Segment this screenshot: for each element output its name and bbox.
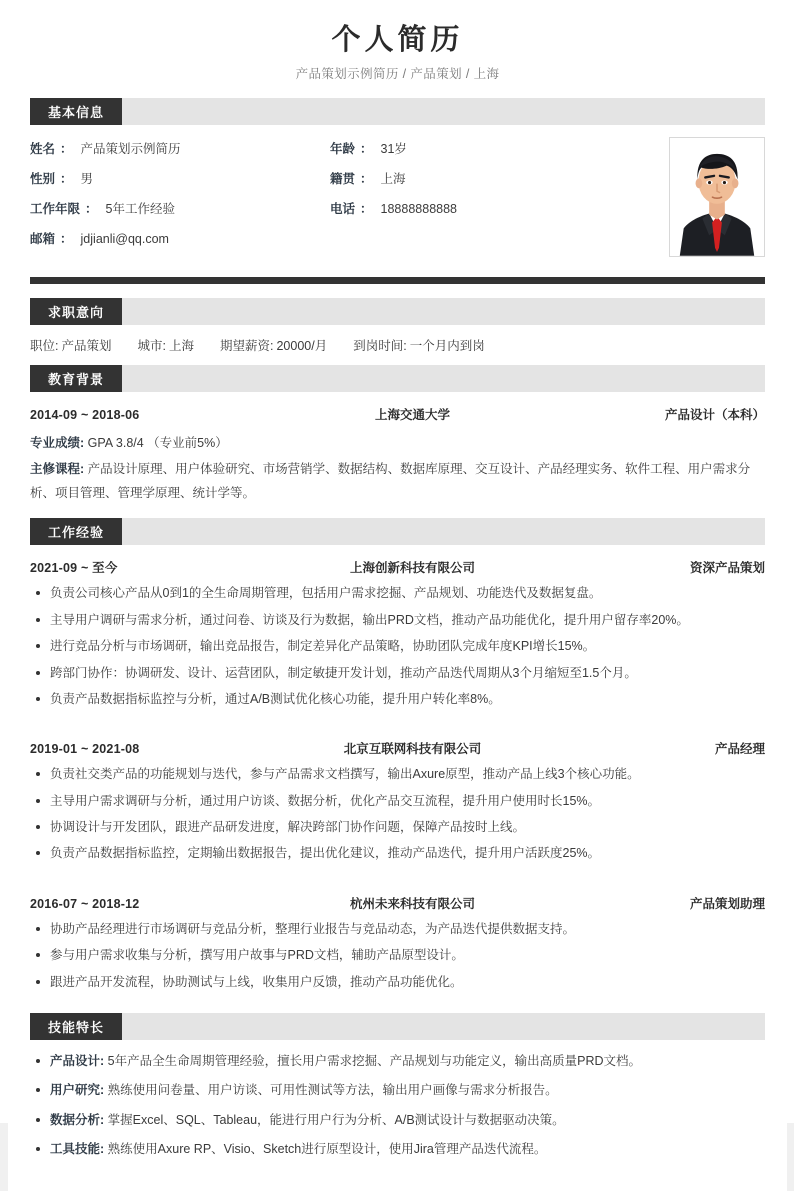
work-entry-head bbox=[30, 545, 765, 584]
info-label: 籍贯 bbox=[330, 172, 356, 187]
list-item bbox=[30, 1052, 765, 1071]
intention-availability bbox=[353, 336, 485, 354]
intention-value: 一个月内到岗 bbox=[409, 339, 485, 354]
info-field-gender bbox=[30, 169, 330, 187]
skill-colon: : bbox=[100, 1053, 105, 1068]
info-field-phone bbox=[330, 199, 630, 217]
skill-colon: : bbox=[100, 1112, 105, 1127]
section-divider-rule bbox=[30, 277, 765, 284]
list-item: 参与用户需求收集与分析，撰写用户故事与PRD文档，辅助产品原型设计。 bbox=[30, 946, 765, 965]
section-header-skills bbox=[30, 1013, 765, 1040]
skill-label: 产品设计 bbox=[50, 1053, 101, 1068]
info-value: 5年工作经验 bbox=[105, 202, 175, 217]
info-label: 工作年限 bbox=[30, 202, 81, 217]
list-item bbox=[30, 1140, 765, 1159]
section-title-basic: 基本信息 bbox=[30, 98, 122, 125]
work-bullet-list bbox=[30, 765, 765, 875]
basic-info-grid bbox=[30, 139, 650, 259]
work-date: 2021-09 ~ 至今 bbox=[30, 561, 118, 576]
basic-info-row bbox=[30, 199, 650, 229]
work-company: 北京互联网科技有限公司 bbox=[343, 742, 482, 757]
info-label: 邮箱 bbox=[30, 232, 56, 247]
work-entry bbox=[8, 545, 787, 720]
education-entry-head bbox=[30, 392, 765, 431]
intention-city bbox=[138, 336, 195, 354]
info-colon: ： bbox=[60, 142, 73, 157]
info-label: 姓名 bbox=[30, 142, 56, 157]
work-entry-head bbox=[30, 726, 765, 765]
section-header-education bbox=[30, 365, 765, 392]
work-company: 上海创新科技有限公司 bbox=[349, 561, 475, 576]
list-item: 协调设计与开发团队，跟进产品研发进度，解决跨部门协作问题，保障产品按时上线。 bbox=[30, 818, 765, 837]
work-entry-head bbox=[30, 881, 765, 920]
list-item: 进行竞品分析与市场调研，输出竞品报告，制定差异化产品策略，协助团队完成年度KPI增长15%。 bbox=[30, 637, 765, 656]
skill-text: 掌握Excel、SQL、Tableau，能进行用户行为分析、A/B测试设计与数据驱动决策。 bbox=[107, 1112, 565, 1127]
info-colon: ： bbox=[85, 202, 98, 217]
skill-label: 数据分析 bbox=[50, 1112, 101, 1127]
info-field-hometown bbox=[330, 169, 630, 187]
intention-key: 职位: bbox=[30, 339, 59, 354]
work-date: 2016-07 ~ 2018-12 bbox=[30, 896, 140, 911]
job-intention-line bbox=[8, 325, 787, 365]
list-item: 跟进产品开发流程，协助测试与上线，收集用户反馈，推动产品功能优化。 bbox=[30, 973, 765, 992]
info-value: 18888888888 bbox=[380, 202, 458, 217]
intention-key: 到岗时间: bbox=[353, 339, 407, 354]
work-entry bbox=[8, 726, 787, 875]
intention-salary bbox=[220, 336, 327, 354]
work-entry bbox=[8, 881, 787, 1003]
section-title-work: 工作经验 bbox=[30, 518, 122, 545]
info-colon: ： bbox=[360, 172, 373, 187]
info-label: 年龄 bbox=[330, 142, 356, 157]
list-item: 负责产品数据指标监控与分析，通过A/B测试优化核心功能，提升用户转化率8%。 bbox=[30, 690, 765, 709]
education-school: 上海交通大学 bbox=[374, 408, 450, 423]
list-item: 负责社交类产品的功能规划与迭代，参与产品需求文档撰写，输出Axure原型，推动产品上线3个核心功能。 bbox=[30, 765, 765, 784]
list-item: 跨部门协作：协调研发、设计、运营团队，制定敏捷开发计划，推动产品迭代周期从3个月缩短至1.5个月。 bbox=[30, 664, 765, 683]
info-label: 性别 bbox=[30, 172, 56, 187]
basic-info-row bbox=[30, 169, 650, 199]
info-field-age bbox=[330, 139, 630, 157]
info-colon: ： bbox=[60, 172, 73, 187]
education-entry bbox=[8, 392, 787, 506]
intention-key: 城市: bbox=[137, 339, 166, 354]
list-item: 负责公司核心产品从0到1的全生命周期管理，包括用户需求挖掘、产品规划、功能迭代及数据复盘。 bbox=[30, 584, 765, 603]
work-bullet-list bbox=[30, 584, 765, 720]
education-gpa-row bbox=[30, 431, 765, 456]
avatar bbox=[669, 137, 765, 257]
basic-info-row bbox=[30, 229, 650, 259]
skill-text: 熟练使用问卷量、用户访谈、可用性测试等方法，输出用户画像与需求分析报告。 bbox=[107, 1083, 558, 1098]
intention-value: 20000/月 bbox=[276, 339, 328, 354]
section-title-intention: 求职意向 bbox=[30, 298, 122, 325]
education-courses-value: 产品设计原理、用户体验研究、市场营销学、数据结构、数据库原理、交互设计、产品经理实务、软件工程、用户需求分析、项目管理、管理学原理、统计学等。 bbox=[30, 461, 751, 500]
portrait-photo-icon bbox=[670, 138, 764, 256]
work-role: 产品策划助理 bbox=[689, 896, 765, 911]
work-company: 杭州未来科技有限公司 bbox=[349, 896, 475, 911]
info-value: jdjianli@qq.com bbox=[80, 232, 169, 247]
education-gpa-value: GPA 3.8/4 （专业前5%） bbox=[87, 436, 228, 451]
resume-sheet bbox=[8, 0, 787, 1191]
skill-colon: : bbox=[100, 1142, 105, 1156]
work-role: 资深产品策划 bbox=[689, 561, 765, 576]
education-courses-row bbox=[30, 457, 765, 507]
info-colon: ： bbox=[60, 232, 73, 247]
info-colon: ： bbox=[360, 142, 373, 157]
education-courses-label: 主修课程: bbox=[30, 461, 85, 476]
skill-colon: : bbox=[100, 1083, 105, 1098]
list-item: 负责产品数据指标监控，定期输出数据报告，提出优化建议，推动产品迭代，提升用户活跃度25%。 bbox=[30, 844, 765, 863]
intention-position bbox=[30, 336, 112, 354]
info-colon: ： bbox=[360, 202, 373, 217]
section-header-intention bbox=[30, 298, 765, 325]
list-item bbox=[30, 1081, 765, 1100]
education-gpa-label: 专业成绩: bbox=[30, 436, 85, 451]
page-subtitle: 产品策划示例简历 / 产品策划 / 上海 bbox=[295, 67, 500, 82]
list-item: 协助产品经理进行市场调研与竞品分析，整理行业报告与竞品动态，为产品迭代提供数据支持。 bbox=[30, 920, 765, 939]
info-value: 上海 bbox=[380, 172, 406, 187]
skills-block bbox=[8, 1040, 787, 1182]
section-header-basic bbox=[30, 98, 765, 125]
skill-label: 用户研究 bbox=[50, 1083, 101, 1098]
intention-value: 上海 bbox=[168, 339, 194, 354]
work-date: 2019-01 ~ 2021-08 bbox=[30, 742, 140, 757]
section-header-work bbox=[30, 518, 765, 545]
skill-text: 熟练使用Axure RP、Visio、Sketch进行原型设计，使用Jira管理产品迭代流程。 bbox=[107, 1142, 547, 1156]
section-title-skills: 技能特长 bbox=[30, 1013, 122, 1040]
list-item: 主导用户调研与需求分析，通过问卷、访谈及行为数据，输出PRD文档，推动产品功能优化，提升用户留存率20%。 bbox=[30, 611, 765, 630]
intention-value: 产品策划 bbox=[61, 339, 112, 354]
section-title-education: 教育背景 bbox=[30, 365, 122, 392]
info-value: 31岁 bbox=[380, 142, 407, 157]
document-header bbox=[8, 0, 787, 98]
basic-info-row bbox=[30, 139, 650, 169]
info-value: 产品策划示例简历 bbox=[80, 142, 181, 157]
skills-bullet-list bbox=[30, 1052, 765, 1174]
basic-info-block bbox=[8, 125, 787, 269]
info-value: 男 bbox=[80, 172, 94, 187]
info-field-name bbox=[30, 139, 330, 157]
info-field-email bbox=[30, 229, 330, 247]
intention-key: 期望薪资: bbox=[220, 339, 274, 354]
work-bullet-list bbox=[30, 920, 765, 1003]
info-label: 电话 bbox=[330, 202, 356, 217]
skill-label: 工具技能 bbox=[50, 1142, 101, 1156]
info-field-experience bbox=[30, 199, 330, 217]
list-item: 主导用户需求调研与分析，通过用户访谈、数据分析，优化产品交互流程，提升用户使用时长15%。 bbox=[30, 792, 765, 811]
work-role: 产品经理 bbox=[714, 742, 765, 757]
page-title: 个人简历 bbox=[331, 24, 464, 56]
education-degree: 产品设计（本科） bbox=[664, 408, 765, 423]
education-date: 2014-09 ~ 2018-06 bbox=[30, 408, 140, 423]
skill-text: 5年产品全生命周期管理经验，擅长用户需求挖掘、产品规划与功能定义，输出高质量PRD文档。 bbox=[107, 1053, 642, 1068]
list-item bbox=[30, 1111, 765, 1130]
